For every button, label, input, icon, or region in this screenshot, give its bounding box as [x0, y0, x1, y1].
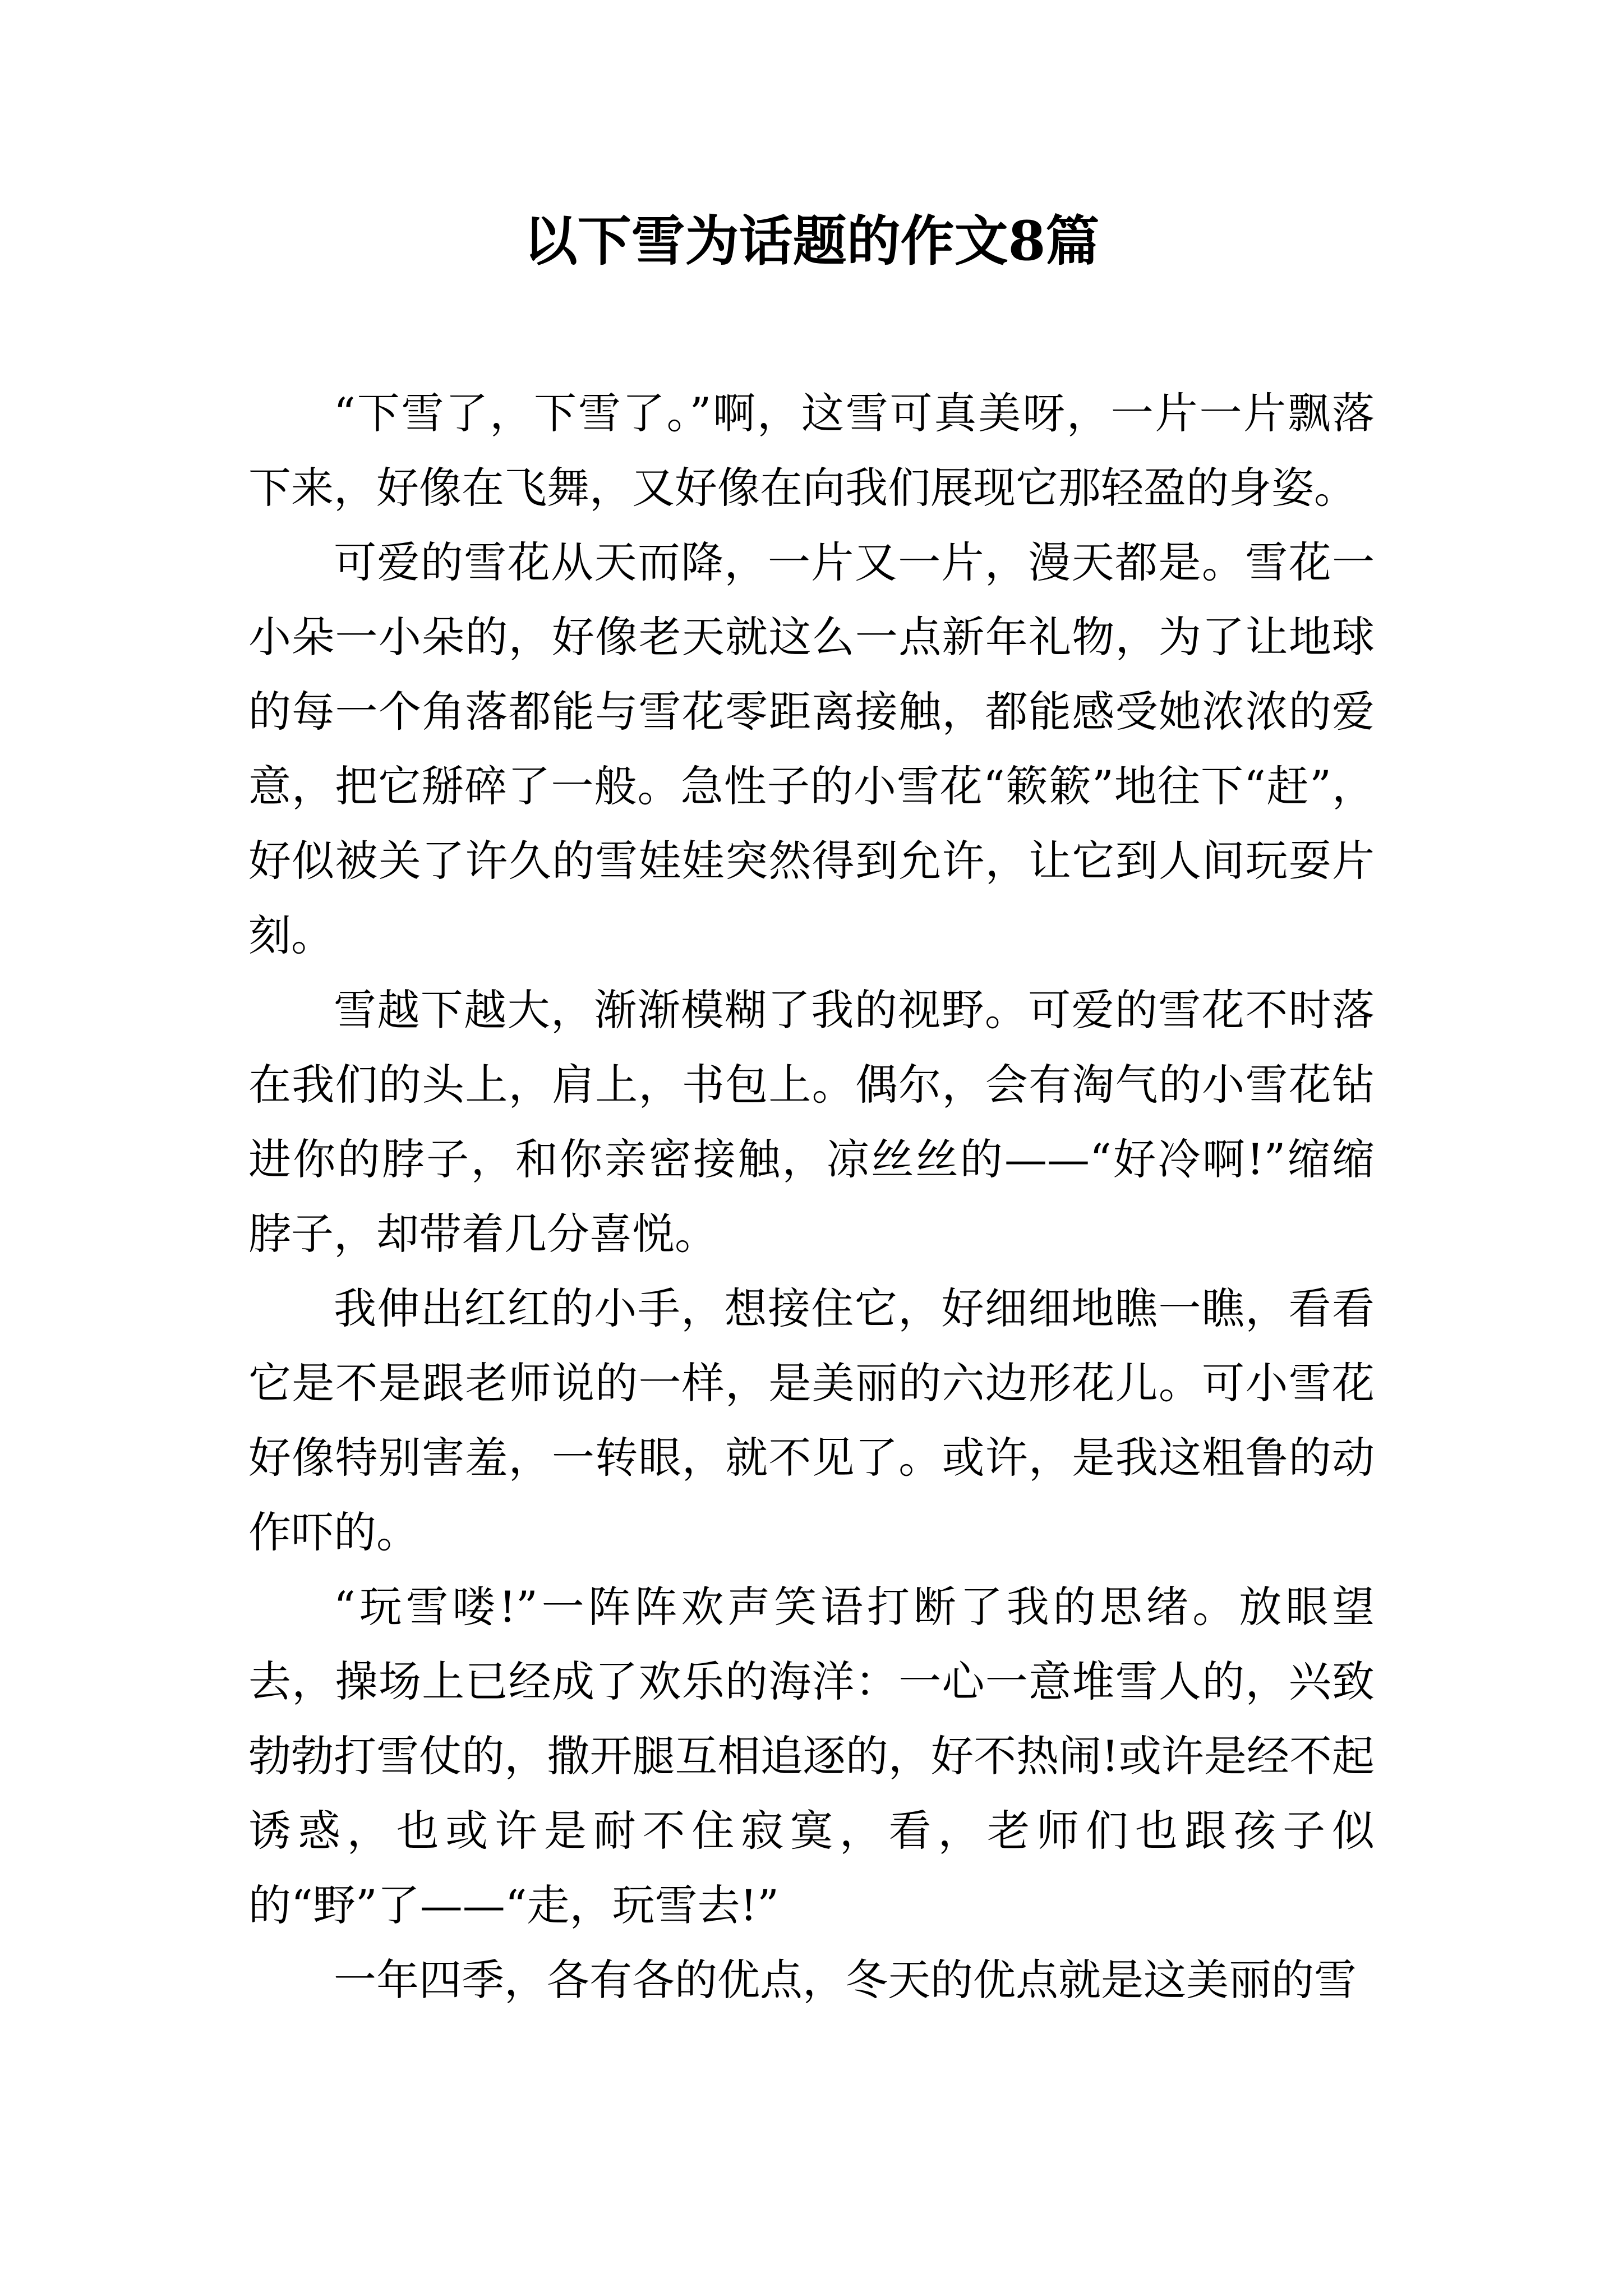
paragraph-6: 一年四季，各有各的优点，冬天的优点就是这美丽的雪 — [334, 1955, 1357, 2005]
paragraph-2: 可爱的雪花从天而降，一片又一片，漫天都是。雪花一小朵一小朵的，好像老天就这么一点新年礼物，为了让地球的每一个角落都能与雪花零距离接触，都能感受她浓浓的爱意，把它掰碎了一般。急性子的小雪花“簌簌”地往下“赶”，好似被关了许久的雪娃娃突然得到允许，让它到人间玩耍片刻。 — [248, 537, 1375, 960]
paragraph-4: 我伸出红红的小手，想接住它，好细细地瞧一瞧，看看它是不是跟老师说的一样，是美丽的六边形花儿。可小雪花好像特别害羞，一转眼，就不见了。或许，是我这粗鲁的动作吓的。 — [248, 1283, 1375, 1557]
paragraph-1: “下雪了，下雪了。”啊，这雪可真美呀，一片一片飘落下来，好像在飞舞，又好像在向我们展现它那轻盈的身姿。 — [248, 388, 1375, 513]
paragraph-5: “玩雪喽!”一阵阵欢声笑语打断了我的思绪。放眼望去，操场上已经成了欢乐的海洋：一心一意堆雪人的，兴致勃勃打雪仗的，撒开腿互相追逐的，好不热闹!或许是经不起诱惑，也或许是耐不住寂寞，看，老师们也跟孩子似的“野”了——“走，玩雪去!” — [248, 1582, 1375, 1930]
document-title: 以下雪为话题的作文8篇 — [523, 209, 1100, 273]
document-body — [248, 376, 1375, 2017]
paragraph-3: 雪越下越大，渐渐模糊了我的视野。可爱的雪花不时落在我们的头上，肩上，书包上。偶尔，会有淘气的小雪花钻进你的脖子，和你亲密接触，凉丝丝的——“好冷啊!”缩缩脖子，却带着几分喜悦。 — [248, 985, 1375, 1259]
